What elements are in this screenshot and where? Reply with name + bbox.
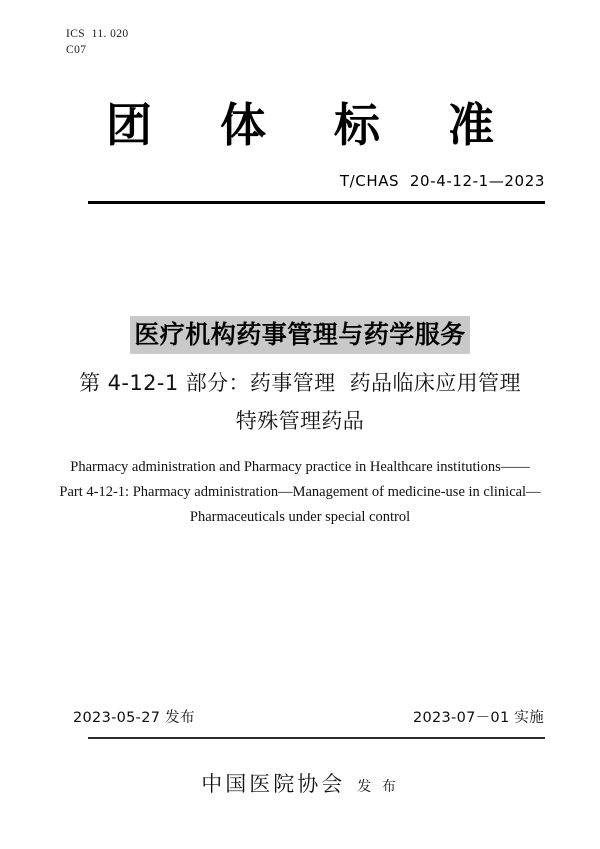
ics-classification-block <box>66 26 129 58</box>
title-block <box>0 316 600 440</box>
standard-number: T/CHAS 20-4-12-1—2023 <box>339 172 545 190</box>
publisher-block <box>0 768 600 798</box>
english-title-block <box>0 455 600 530</box>
ics-code: ICS 11. 020 <box>66 28 129 40</box>
title-subject: 特殊管理药品 <box>235 409 365 433</box>
publisher-name: 中国医院协会 <box>201 772 346 796</box>
english-title-line-1: Pharmacy administration and Pharmacy practice in Healthcare institutions—— <box>70 459 530 475</box>
title-part: 第 4-12-1 部分：药事管理 药品临床应用管理 <box>79 371 521 395</box>
footer-divider <box>88 737 545 739</box>
english-title-line-3: Pharmaceuticals under special control <box>189 509 411 525</box>
issue-date: 2023-05-27 发布 <box>73 710 195 726</box>
english-title-line-2: Part 4-12-1: Pharmacy administration—Management of medicine-use in clinical— <box>59 484 541 500</box>
document-kind-heading: 团 体 标 准 <box>105 98 521 152</box>
page-title-wrapper <box>0 316 600 354</box>
effective-date: 2023-07－01 实施 <box>412 710 544 726</box>
page-title: 医疗机构药事管理与药学服务 <box>130 316 470 354</box>
classification-code: C07 <box>66 44 87 56</box>
header-divider <box>88 201 545 204</box>
publisher-verb: 发 布 <box>357 779 399 795</box>
